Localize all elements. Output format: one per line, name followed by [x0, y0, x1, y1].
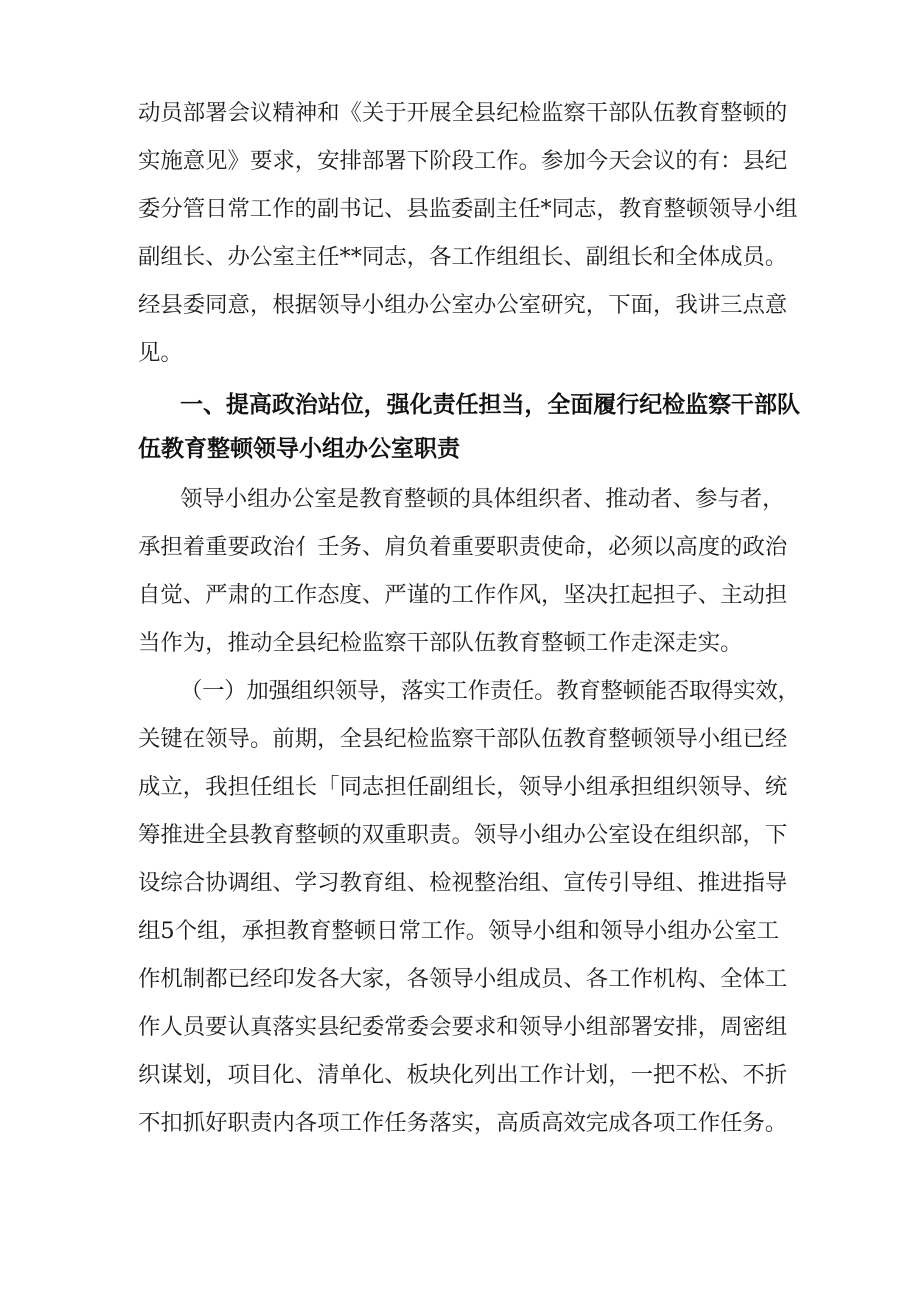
paragraph-2-line: 成立，我担任组长「同志担任副组长，领导小组承担组织领导、统 — [138, 774, 788, 800]
paragraph-2-line: 筹推进全县教育整顿的双重职责。领导小组办公室设在组织部，下 — [138, 822, 788, 848]
paragraph-2-line: 不扣抓好职责内各项工作任务落实，高质高效完成各项工作任务。 — [138, 1110, 788, 1136]
paragraph-2-line: 作人员要认真落实县纪委常委会要求和领导小组部署安排，周密组 — [138, 1014, 788, 1040]
paragraph-intro-line: 见。 — [138, 340, 183, 366]
section-heading-line: 伍教育整顿领导小组办公室职责 — [138, 436, 460, 462]
paragraph-intro-line: 副组长、办公室主任**同志，各工作组组长、副组长和全体成员。 — [138, 244, 788, 270]
paragraph-1-line: 领导小组办公室是教育整顿的具体组织者、推动者、参与者， — [180, 486, 785, 512]
paragraph-1-line: 当作为，推动全县纪检监察干部队伍教育整顿工作走深走实。 — [138, 630, 743, 656]
section-heading-line: 一、提高政治站位，强化责任担当，全面履行纪检监察干部队 — [180, 392, 800, 418]
paragraph-intro-line: 实施意见》要求，安排部署下阶段工作。参加今天会议的有：县纪 — [138, 148, 788, 174]
paragraph-2-line: 作机制都已经印发各大家，各领导小组成员、各工作机构、全体工 — [138, 966, 788, 992]
paragraph-2-line: 织谋划，项目化、清单化、板块化列出工作计划，一把不松、不折 — [138, 1062, 788, 1088]
paragraph-intro-line: 委分管日常工作的副书记、县监委副主任*同志，教育整顿领导小组 — [138, 196, 798, 222]
paragraph-2-line: （一）加强组织领导，落实工作责任。教育整顿能否取得实效， — [180, 678, 800, 704]
paragraph-1-line: 自觉、严肃的工作态度、严谨的工作作风，坚决扛起担子、主动担 — [138, 582, 788, 608]
paragraph-intro-line: 动员部署会议精神和《关于开展全县纪检监察干部队伍教育整顿的 — [138, 100, 788, 126]
paragraph-2-line: 设综合协调组、学习教育组、检视整治组、宣传引导组、推进指导 — [138, 870, 788, 896]
paragraph-1-line: 承担着重要政治亻壬务、肩负着重要职责使命，必须以高度的政治 — [138, 534, 788, 560]
paragraph-intro-line: 经县委同意，根据领导小组办公室办公室研究，下面，我讲三点意 — [138, 292, 788, 318]
paragraph-2-line: 组5个组，承担教育整顿日常工作。领导小组和领导小组办公室工 — [138, 918, 780, 944]
paragraph-2-line: 关键在领导。前期，全县纪检监察干部队伍教育整顿领导小组已经 — [138, 726, 788, 752]
